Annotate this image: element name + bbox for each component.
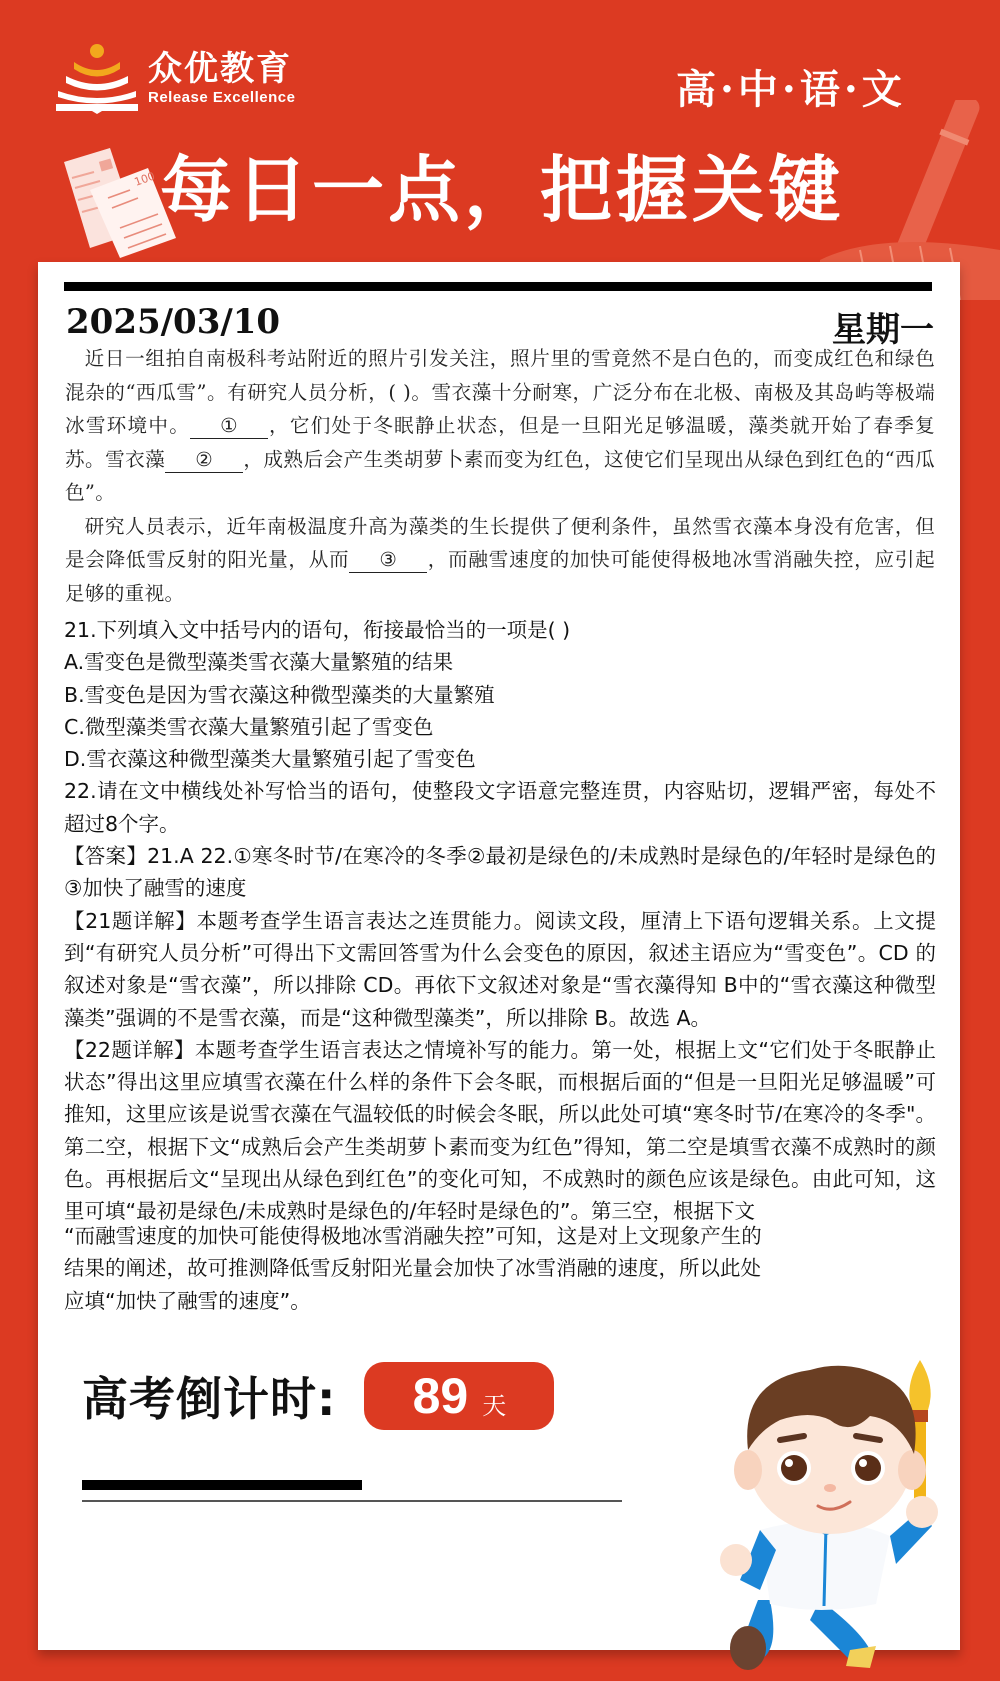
card-top-rule — [64, 282, 932, 291]
brand-name-en: Release Excellence — [148, 89, 296, 106]
subject-title: 高·中·语·文 — [676, 66, 906, 113]
passage-paragraph-2: 研究人员表示，近年南极温度升高为藻类的生长提供了便利条件，虽然雪衣藻本身没有危害，但是会降低雪反射的阳光量，从而 ③ ，而融雪速度的加快可能使得极地冰雪消融失控，应引起足够的重视。 — [65, 514, 936, 605]
explanation-22: 【22题详解】本题考查学生语言表达之情境补写的能力。第一处，根据上文“它们处于冬眠静止状态”得出这里应填雪衣藻在什么样的条件下会冬眠，而根据后面的“但是一旦阳光足够温暖”可推知，这里应该是说雪衣藻在气温较低的时候会冬眠，所以此处可填“寒冬时节/在寒冷的冬季"。第二空，根据下文“成熟后会产生类胡萝卜素而变为红色”得知，第二空是填雪衣藻不成熟时的颜色。再根据后文“呈现出从绿色到红色”的变化可知，不成熟时的颜色应该是绿色。由此可知，这里可填“最初是绿色/未成熟时是绿色的/年轻时是绿色的”。第三空，根据下文 — [64, 1037, 936, 1224]
passage-paragraph-1: 近日一组拍自南极科考站附近的照片引发关注，照片里的雪竟然不是白色的，而变成红色和绿色混杂的“西瓜雪”。有研究人员分析，( )。雪衣藻十分耐寒，广泛分布在北极、南极及其岛屿等极端冰雪环境中。 ① ，它们处于冬眠静止状态，但是一旦阳光足够温暖，藻类就开始了春季复苏。雪衣藻 ② ，成熟后会产生类胡萝卜素而变为红色，这使它们呈现出从绿色到红色的“西瓜色”。 — [65, 347, 936, 504]
footer-thin-rule — [82, 1500, 622, 1502]
countdown-unit: 天 — [482, 1391, 507, 1420]
option-c: C.微型藻类雪衣藻大量繁殖引起了雪变色 — [64, 714, 434, 739]
blank-1: ① — [190, 414, 268, 439]
option-a: A.雪变色是微型藻类雪衣藻大量繁殖的结果 — [64, 650, 454, 675]
reading-passage — [65, 342, 935, 610]
question-21-stem: 21.下列填入文中括号内的语句，衔接最恰当的一项是( ) — [64, 618, 571, 642]
header-banner — [0, 0, 1000, 262]
brand-logo — [52, 42, 295, 114]
date-label: 2025/03/10 — [66, 302, 281, 342]
countdown-days: 89 — [412, 1368, 469, 1424]
exam-countdown — [82, 1362, 554, 1430]
questions-section — [64, 614, 936, 1228]
option-b: B.雪变色是因为雪衣藻这种微型藻类的大量繁殖 — [64, 682, 495, 707]
answer-key: 【答案】21.A 22.①寒冬时节/在寒冷的冬季②最初是绿色的/未成熟时是绿色的/年轻时是绿色的③加快了融雪的速度 — [64, 844, 936, 901]
option-d: D.雪衣藻这种微型藻类大量繁殖引起了雪变色 — [64, 747, 476, 772]
blank-3: ③ — [349, 548, 427, 573]
brand-name-cn: 众优教育 — [148, 49, 292, 89]
question-22-stem: 22.请在文中横线处补写恰当的语句，使整段文字语意完整连贯，内容贴切，逻辑严密，每处不超过8个字。 — [64, 779, 936, 836]
explanation-22-continued: “而融雪速度的加快可能使得极地冰雪消融失控”可知，这是对上文现象产生的结果的阐述，故可推测降低雪反射阳光量会加快了冰雪消融的速度，所以此处应填“加快了融雪的速度”。 — [64, 1224, 762, 1313]
slogan-heading: 每日一点，把握关键 — [160, 148, 845, 232]
logo-icon — [52, 42, 142, 114]
student-mascot-illustration — [700, 1350, 960, 1670]
explanation-21: 【21题详解】本题考查学生语言表达之连贯能力。阅读文段，厘清上下语句逻辑关系。上文提到“有研究人员分析”可得出下文需回答雪为什么会变色的原因，叙述主语应为“雪变色”。CD 的叙述对象是“雪衣藻”，所以排除 CD。再依下文叙述对象是“雪衣藻得知 B中的“雪衣藻这种微型藻类”强调的不是雪衣藻，而是“这种微型藻类”，所以排除 B。故选 A。 — [64, 908, 936, 1030]
blank-2: ② — [165, 448, 243, 473]
weekday-label: 星期一 — [832, 310, 934, 350]
countdown-label: 高考倒计时: — [82, 1372, 337, 1426]
countdown-badge — [364, 1362, 554, 1430]
svg-text:100: 100 — [132, 169, 157, 189]
footer-thick-rule — [82, 1480, 362, 1490]
